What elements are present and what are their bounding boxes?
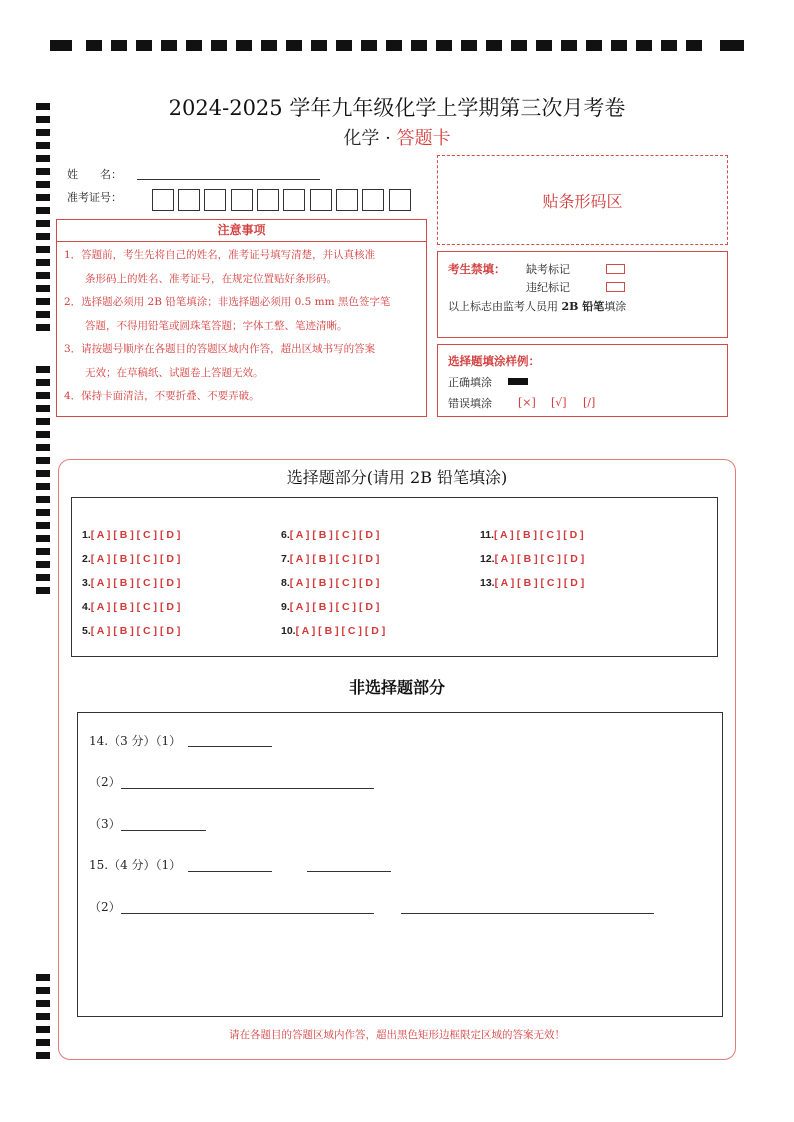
choice-row-3[interactable] [82,577,180,589]
timing-mark [36,379,50,386]
forbidden-label: 考生禁填： [448,262,506,276]
timing-mark [36,574,50,581]
choice-options[interactable]: [ A ] [ B ] [ C ] [ D ] [90,529,181,541]
notes-line: 答题，不得用铅笔或圆珠笔答题；字体工整、笔迹清晰。 [64,319,348,332]
timing-mark [211,40,227,51]
question-number: 13. [480,577,495,589]
sample-box [437,344,728,417]
choice-options[interactable]: [ A ] [ B ] [ C ] [ D ] [289,577,380,589]
timing-mark [311,40,327,51]
timing-mark [36,181,50,188]
wrong-mark-slash: [/] [583,396,596,409]
timing-mark [111,40,127,51]
question-number: 12. [480,553,495,565]
timing-mark [36,298,50,305]
exam-no-cell[interactable] [178,189,200,211]
exam-no-label: 准考证号： [67,191,122,204]
timing-mark [36,366,50,373]
timing-mark [636,40,652,51]
timing-mark [36,168,50,175]
timing-mark [36,1000,50,1007]
timing-mark [561,40,577,51]
q14-label: 14.（3 分）（1） [89,734,182,748]
timing-mark [186,40,202,51]
notes-line: 3．请按题号顺序在各题目的答题区域内作答，超出区域书写的答案 [64,343,376,355]
barcode-area[interactable] [437,155,728,245]
timing-mark [720,40,744,51]
violation-label: 违纪标记 [526,281,570,294]
timing-mark [361,40,377,51]
choice-row-6[interactable] [281,529,379,541]
notes-list [57,242,426,409]
choice-options[interactable]: [ A ] [ B ] [ C ] [ D ] [90,553,181,565]
timing-mark [36,561,50,568]
page-title: 2024-2025 学年九年级化学上学期第三次月考卷 [168,96,626,120]
q14-2-answer-line[interactable] [121,788,374,789]
question-number: 1. [82,529,91,541]
question-number: 11. [480,529,495,541]
timing-mark [36,418,50,425]
timing-mark [386,40,402,51]
timing-mark [36,974,50,981]
notes-line: 条形码上的姓名、准考证号，在规定位置贴好条形码。 [64,272,337,285]
name-label: 姓 名： [67,168,122,181]
forbidden-box [437,251,728,338]
timing-mark [36,392,50,399]
timing-mark [36,311,50,318]
forbidden-note-pre: 以上标志由监考人员用 [448,300,562,313]
choice-options[interactable]: [ A ] [ B ] [ C ] [ D ] [289,601,380,613]
q15-2-answer-line-a[interactable] [121,913,374,914]
timing-mark [411,40,427,51]
timing-mark [86,40,102,51]
choice-row-13[interactable] [480,577,584,589]
q14-3-label: （3） [89,817,121,831]
choice-row-8[interactable] [281,577,379,589]
timing-mark [461,40,477,51]
timing-mark [611,40,627,51]
choice-row-1[interactable] [82,529,180,541]
exam-no-cell[interactable] [283,189,305,211]
question-number: 9. [281,601,290,613]
question-number: 8. [281,577,290,589]
violation-mark-box[interactable] [606,282,625,292]
wrong-mark-check: [√] [551,396,567,409]
q14-3-answer-line[interactable] [121,830,206,831]
choice-row-9[interactable] [281,601,379,613]
timing-mark [36,444,50,451]
non-choice-title: 非选择题部分 [348,678,445,697]
subtitle-dot: · [385,128,391,149]
exam-no-cell[interactable] [152,189,174,211]
timing-mark [136,40,152,51]
footer-warning: 请在各题目的答题区域内作答，超出黑色矩形边框限定区域的答案无效！ [229,1029,565,1041]
timing-mark [36,246,50,253]
exam-no-cell[interactable] [204,189,226,211]
choice-options[interactable]: [ A ] [ B ] [ C ] [ D ] [494,577,585,589]
timing-mark [36,1013,50,1020]
choice-row-12[interactable] [480,553,584,565]
timing-mark [36,272,50,279]
timing-mark [486,40,502,51]
question-number: 5. [82,625,91,637]
timing-mark [161,40,177,51]
timing-mark [36,207,50,214]
timing-mark [36,431,50,438]
timing-mark [661,40,677,51]
absent-label: 缺考标记 [526,263,570,276]
choice-row-4[interactable] [82,601,180,613]
timing-mark [36,405,50,412]
q15-2-answer-line-b[interactable] [401,913,654,914]
notes-box [56,219,427,417]
notes-heading: 注意事项 [57,220,426,242]
q15-2-label: （2） [89,900,121,914]
timing-mark [36,522,50,529]
forbidden-note-post: 填涂 [604,300,627,313]
q15-label: 15.（4 分）（1） [89,858,182,872]
timing-mark [36,324,50,331]
barcode-label: 贴条形码区 [542,191,623,211]
filled-mark-sample [508,378,528,385]
timing-mark [536,40,552,51]
timing-mark [36,496,50,503]
sample-correct-label: 正确填涂 [448,376,492,389]
choice-row-7[interactable] [281,553,379,565]
choice-options[interactable]: [ A ] [ B ] [ C ] [ D ] [90,577,181,589]
choice-options[interactable]: [ A ] [ B ] [ C ] [ D ] [494,553,585,565]
notes-line: 2．选择题必须用 2B 铅笔填涂；非选择题必须用 0.5 mm 黑色签字笔 [64,296,391,308]
timing-mark [36,587,50,594]
exam-no-cell[interactable] [231,189,253,211]
choice-row-11[interactable] [480,529,584,541]
question-number: 10. [281,625,296,637]
sample-wrong-label: 错误填涂 [448,397,492,410]
choice-options[interactable]: [ A ] [ B ] [ C ] [ D ] [295,625,386,637]
choice-row-10[interactable] [281,625,385,637]
q14-1-answer-line[interactable] [188,746,272,747]
exam-no-cell[interactable] [310,189,332,211]
timing-mark [36,1052,50,1059]
notes-line: 1．答题前，考生先将自己的姓名，准考证号填写清楚，并认真核准 [64,249,376,261]
forbidden-note-bold: 2B 铅笔 [561,300,605,313]
timing-mark [511,40,527,51]
timing-mark [36,457,50,464]
page-subtitle [0,124,794,150]
timing-mark [286,40,302,51]
question-number: 3. [82,577,91,589]
choice-options[interactable]: [ A ] [ B ] [ C ] [ D ] [289,529,380,541]
timing-mark [36,987,50,994]
choice-row-2[interactable] [82,553,180,565]
timing-mark [36,155,50,162]
timing-mark [36,194,50,201]
timing-mark [261,40,277,51]
timing-mark [36,509,50,516]
exam-no-cell[interactable] [257,189,279,211]
notes-line: 无效；在草稿纸、试题卷上答题无效。 [64,366,264,379]
question-number: 2. [82,553,91,565]
subtitle-card: 答题卡 [396,128,451,149]
sample-heading: 选择题填涂样例： [448,354,540,368]
choice-options[interactable]: [ A ] [ B ] [ C ] [ D ] [90,601,181,613]
choice-options[interactable]: [ A ] [ B ] [ C ] [ D ] [494,529,584,541]
question-number: 7. [281,553,290,565]
choice-options[interactable]: [ A ] [ B ] [ C ] [ D ] [289,553,380,565]
timing-mark [36,233,50,240]
timing-mark [36,285,50,292]
absent-mark-box[interactable] [606,264,625,274]
timing-mark [336,40,352,51]
timing-mark [36,220,50,227]
name-field[interactable] [137,179,320,180]
timing-mark [50,40,72,51]
choice-options[interactable]: [ A ] [ B ] [ C ] [ D ] [90,625,181,637]
choice-section-title: 选择题部分(请用 2B 铅笔填涂) [286,468,508,487]
question-number: 6. [281,529,290,541]
question-number: 4. [82,601,91,613]
choice-row-5[interactable] [82,625,180,637]
subtitle-subject: 化学 [343,128,380,149]
exam-no-cell[interactable] [389,189,411,211]
q14-2-label: （2） [89,775,121,789]
exam-no-cell[interactable] [336,189,358,211]
notes-line: 4．保持卡面清洁，不要折叠、不要弄破。 [64,390,260,402]
exam-no-boxes[interactable] [152,189,417,213]
q15-1-answer-line-b[interactable] [307,871,391,872]
timing-mark [36,535,50,542]
timing-mark [686,40,702,51]
timing-mark [36,548,50,555]
q15-1-answer-line-a[interactable] [188,871,272,872]
exam-no-cell[interactable] [362,189,384,211]
timing-mark [36,259,50,266]
wrong-mark-x: [×] [518,396,536,409]
timing-mark [436,40,452,51]
timing-mark [236,40,252,51]
forbidden-note [448,298,626,314]
timing-mark [586,40,602,51]
